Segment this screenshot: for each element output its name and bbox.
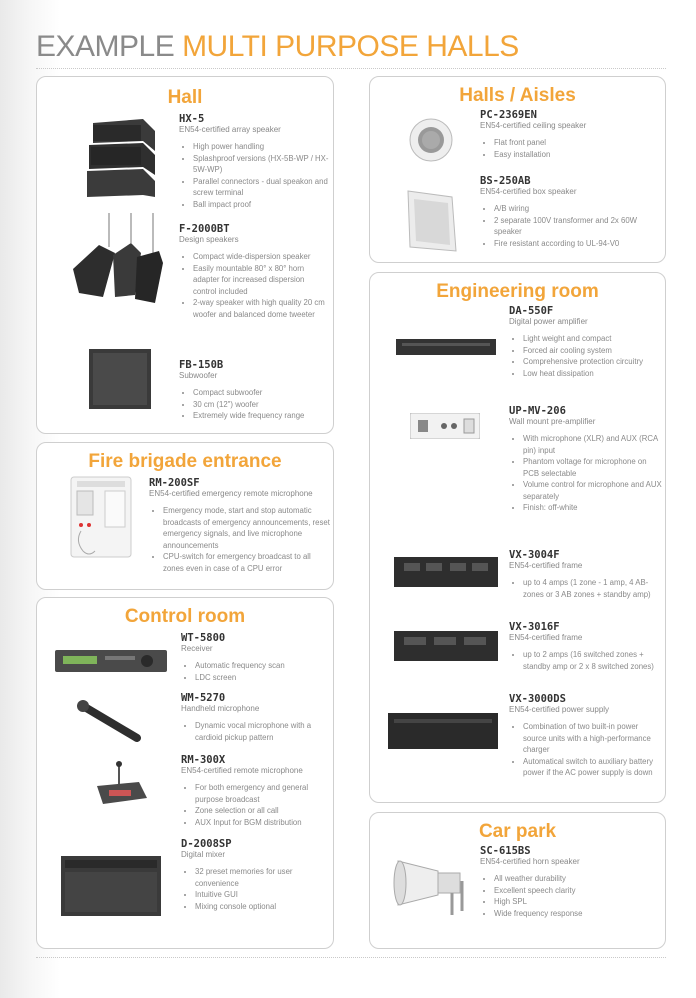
- feature-item: • Flat front panel: [494, 137, 660, 149]
- product-d-2008sp: [181, 838, 331, 912]
- feature-list: [179, 141, 329, 210]
- feature-item: • Splashproof versions (HX-5B-WP / HX-5W-WP): [193, 153, 329, 176]
- product-name: RM-300X: [181, 754, 226, 766]
- feature-list: [509, 333, 663, 379]
- product-subtitle: Digital power amplifier: [509, 317, 588, 326]
- section-heading-fire: Fire brigade entrance: [88, 451, 282, 472]
- product-subtitle: EN54-certified box speaker: [480, 187, 577, 196]
- feature-item: • For both emergency and general purpose broadcast: [195, 782, 331, 805]
- title-part2: MULTI PURPOSE HALLS: [182, 30, 519, 63]
- product-subtitle: Handheld microphone: [181, 704, 260, 713]
- product-sc-615bs: [480, 845, 662, 919]
- feature-item: • LDC screen: [195, 672, 331, 684]
- product-f-2000bt: [179, 223, 329, 320]
- product-name: D-2008SP: [181, 838, 232, 850]
- product-subtitle: Wall mount pre-amplifier: [509, 417, 596, 426]
- digital-mixer-image: [59, 854, 163, 923]
- product-subtitle: Digital mixer: [181, 850, 226, 859]
- top-divider: [36, 68, 666, 69]
- feature-list: [181, 660, 331, 683]
- feature-item: • Light weight and compact: [523, 333, 663, 345]
- feature-item: • Zone selection or all call: [195, 805, 331, 817]
- feature-item: • Emergency mode, start and stop automatic broadcasts of emergency announcements, reset emergency signals, and live microphone announcements: [163, 505, 331, 551]
- product-da-550f: [509, 305, 663, 379]
- feature-item: • Wide frequency response: [494, 908, 662, 920]
- product-name: VX-3000DS: [509, 693, 566, 705]
- section-heading-engineering: Engineering room: [436, 281, 599, 302]
- power-supply-image: [388, 711, 498, 756]
- frame-vx-3016f-image: [394, 629, 498, 668]
- product-rm-200sf: [149, 477, 331, 574]
- feature-item: • Easy installation: [494, 149, 660, 161]
- section-hall: [36, 76, 334, 434]
- feature-item: • Mixing console optional: [195, 901, 331, 913]
- feature-list: [149, 505, 331, 574]
- feature-item: • Forced air cooling system: [523, 345, 663, 357]
- product-wm-5270: [181, 692, 331, 743]
- section-fire-brigade: [36, 442, 334, 590]
- section-engineering-room: [369, 272, 666, 803]
- feature-list: [179, 387, 329, 422]
- product-rm-300x: [181, 754, 331, 828]
- feature-item: • Automatical switch to auxiliary battery power if the AC power supply is down: [523, 756, 663, 779]
- product-name: SC-615BS: [480, 845, 531, 857]
- product-name: BS-250AB: [480, 175, 531, 187]
- feature-list: [509, 433, 663, 514]
- subwoofer-image: [87, 347, 153, 416]
- design-speaker-image: [69, 213, 165, 314]
- feature-list: [509, 649, 663, 672]
- product-hx-5: [179, 113, 329, 210]
- feature-item: • Ball impact proof: [193, 199, 329, 211]
- product-name: DA-550F: [509, 305, 554, 317]
- feature-item: • Excellent speech clarity: [494, 885, 662, 897]
- product-pc-2369en: [480, 109, 660, 160]
- feature-item: • CPU-switch for emergency broadcast to all zones even in case of a CPU error: [163, 551, 331, 574]
- feature-list: [509, 721, 663, 779]
- product-subtitle: EN54-certified horn speaker: [480, 857, 580, 866]
- feature-list: [480, 137, 660, 160]
- product-name: VX-3004F: [509, 549, 560, 561]
- product-name: PC-2369EN: [480, 109, 537, 121]
- feature-item: • AUX Input for BGM distribution: [195, 817, 331, 829]
- array-speaker-image: [83, 117, 159, 204]
- product-name: HX-5: [179, 113, 205, 125]
- ceiling-speaker-image: [408, 117, 454, 168]
- feature-item: • Compact subwoofer: [193, 387, 329, 399]
- product-fb-150b: [179, 359, 329, 422]
- feature-item: • Extremely wide frequency range: [193, 410, 329, 422]
- product-subtitle: EN54-certified remote microphone: [181, 766, 303, 775]
- section-heading-hall: Hall: [167, 87, 203, 108]
- handheld-microphone-image: [75, 698, 143, 751]
- wall-preamp-image: [410, 413, 480, 444]
- feature-list: [480, 203, 660, 249]
- feature-item: • Intuitive GUI: [195, 889, 331, 901]
- feature-item: • 30 cm (12") woofer: [193, 399, 329, 411]
- feature-list: [179, 251, 329, 320]
- feature-item: • With microphone (XLR) and AUX (RCA pin) input: [523, 433, 663, 456]
- feature-item: • Compact wide-dispersion speaker: [193, 251, 329, 263]
- feature-item: • High power handling: [193, 141, 329, 153]
- feature-item: • Dynamic vocal microphone with a cardioid pickup pattern: [195, 720, 331, 743]
- power-amplifier-image: [396, 337, 496, 362]
- product-subtitle: EN54-certified array speaker: [179, 125, 281, 134]
- feature-item: • Easily mountable 80° x 80° horn adapter for increased dispersion control included: [193, 263, 329, 298]
- section-heading-control: Control room: [124, 606, 246, 627]
- page-title: [36, 30, 519, 64]
- feature-list: [480, 873, 662, 919]
- section-control-room: [36, 597, 334, 949]
- product-name: F-2000BT: [179, 223, 230, 235]
- product-subtitle: EN54-certified ceiling speaker: [480, 121, 587, 130]
- feature-list: [181, 866, 331, 912]
- product-subtitle: Receiver: [181, 644, 213, 653]
- product-name: FB-150B: [179, 359, 224, 371]
- product-wt-5800: [181, 632, 331, 683]
- feature-item: • 2-way speaker with high quality 20 cm woofer and balanced dome tweeter: [193, 297, 329, 320]
- section-car-park: [369, 812, 666, 949]
- product-name: UP-MV-206: [509, 405, 566, 417]
- product-vx-3004f: [509, 549, 663, 600]
- section-heading-halls: Halls / Aisles: [459, 85, 576, 106]
- product-subtitle: EN54-certified frame: [509, 633, 583, 642]
- feature-item: • up to 2 amps (16 switched zones + standby amp or 2 x 8 switched zones): [523, 649, 663, 672]
- feature-item: • Fire resistant according to UL-94-V0: [494, 238, 660, 250]
- remote-microphone-image: [93, 760, 149, 811]
- product-subtitle: EN54-certified frame: [509, 561, 583, 570]
- product-name: VX-3016F: [509, 621, 560, 633]
- product-subtitle: Design speakers: [179, 235, 239, 244]
- feature-item: • Combination of two built-in power source units with a high-performance charger: [523, 721, 663, 756]
- feature-item: • Low heat dissipation: [523, 368, 663, 380]
- product-name: RM-200SF: [149, 477, 200, 489]
- feature-item: • High SPL: [494, 896, 662, 908]
- feature-item: • Finish: off-white: [523, 502, 663, 514]
- product-name: WT-5800: [181, 632, 226, 644]
- feature-list: [181, 720, 331, 743]
- product-bs-250ab: [480, 175, 660, 249]
- feature-item: • Parallel connectors - dual speakon and screw terminal: [193, 176, 329, 199]
- feature-item: • Automatic frequency scan: [195, 660, 331, 672]
- frame-vx-3004f-image: [394, 555, 498, 594]
- horn-speaker-image: [392, 851, 472, 922]
- feature-item: • Phantom voltage for microphone on PCB selectable: [523, 456, 663, 479]
- feature-item: • All weather durability: [494, 873, 662, 885]
- feature-item: • 32 preset memories for user convenience: [195, 866, 331, 889]
- feature-list: [181, 782, 331, 828]
- product-subtitle: EN54-certified emergency remote microphone: [149, 489, 313, 498]
- product-name: WM-5270: [181, 692, 226, 704]
- feature-item: • 2 separate 100V transformer and 2x 60W speaker: [494, 215, 660, 238]
- section-halls-aisles: [369, 76, 666, 263]
- product-up-mv-206: [509, 405, 663, 514]
- feature-item: • A/B wiring: [494, 203, 660, 215]
- feature-item: • Comprehensive protection circuitry: [523, 356, 663, 368]
- feature-item: • Volume control for microphone and AUX separately: [523, 479, 663, 502]
- feature-item: • up to 4 amps (1 zone - 1 amp, 4 AB-zones or 3 AB zones + standby amp): [523, 577, 663, 600]
- box-speaker-image: [404, 187, 460, 260]
- section-heading-car-park: Car park: [478, 821, 557, 842]
- title-part1: EXAMPLE: [36, 30, 183, 63]
- bottom-divider: [36, 957, 666, 958]
- product-vx-3000ds: [509, 693, 663, 779]
- product-subtitle: EN54-certified power supply: [509, 705, 610, 714]
- emergency-microphone-image: [67, 475, 137, 564]
- receiver-image: [55, 648, 167, 679]
- feature-list: [509, 577, 663, 600]
- product-subtitle: Subwoofer: [179, 371, 218, 380]
- product-vx-3016f: [509, 621, 663, 672]
